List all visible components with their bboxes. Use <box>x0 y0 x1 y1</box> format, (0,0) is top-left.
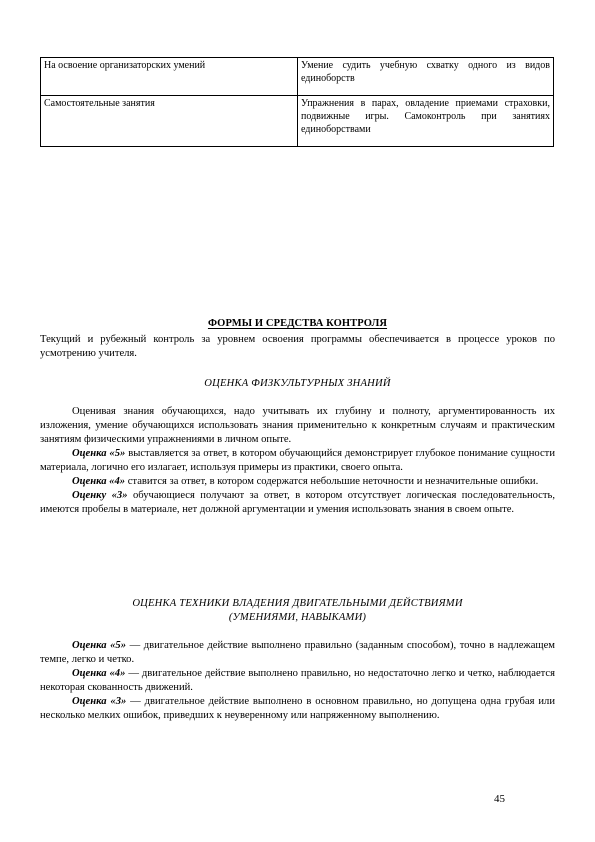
technique-block <box>40 639 555 723</box>
page-number: 45 <box>494 793 505 805</box>
technique-heading-line1: ОЦЕНКА ТЕХНИКИ ВЛАДЕНИЯ ДВИГАТЕЛЬНЫМИ ДЕЙСТВИЯМИ <box>132 598 463 609</box>
grade-label: Оценка «5» <box>72 640 126 651</box>
activities-table <box>40 57 554 147</box>
table-cell-activity: На освоение организаторских умений <box>41 58 298 96</box>
knowledge-heading: ОЦЕНКА ФИЗКУЛЬТУРНЫХ ЗНАНИЙ <box>204 378 391 389</box>
technique-heading <box>0 597 595 625</box>
table-row <box>41 96 554 147</box>
technique-heading-line2: (УМЕНИЯМИ, НАВЫКАМИ) <box>228 612 367 623</box>
grade-label: Оценка «3» <box>72 696 127 707</box>
grade-text: — двигательное действие выполнено в основном правильно, но допущена одна грубая или несколько мелких ошибок, приведших к неуверенному или напряженному выполнению. <box>40 696 555 721</box>
knowledge-block <box>40 405 555 517</box>
grade-text: — двигательное действие выполнено правильно (заданным способом), точно в надлежащем темпе, легко и четко. <box>40 640 555 665</box>
grade-text: ставится за ответ, в котором содержатся небольшие неточности и незначительные ошибки. <box>125 476 539 487</box>
table-cell-content: Упражнения в парах, овладение приемами страховки, подвижные игры. Самоконтроль при занятиях единоборствами <box>298 96 554 147</box>
table-cell-content: Умение судить учебную схватку одного из видов единоборств <box>298 58 554 96</box>
grade-label: Оценка «4» <box>72 668 126 679</box>
knowledge-grade-4 <box>40 475 555 489</box>
grade-text: обучающиеся получают за ответ, в котором отсутствует логическая последовательность, имеются пробелы в материале, нет должной аргументации и умения использовать знания в своем опыте. <box>40 490 555 515</box>
table-cell-activity: Самостоятельные занятия <box>41 96 298 147</box>
section-intro <box>40 333 555 361</box>
table-row <box>41 58 554 96</box>
knowledge-grade-3 <box>40 489 555 517</box>
grade-text: выставляется за ответ, в котором обучающийся демонстрирует глубокое понимание сущности материала, логично его излагает, используя примеры из практики, своего опыта. <box>40 448 555 473</box>
grade-label: Оценка «5» <box>72 448 126 459</box>
knowledge-paragraph: Оценивая знания обучающихся, надо учитывать их глубину и полноту, аргументированность их изложения, умение обучающихся использовать знания применительно к конкретным случаям и практическим занятиям физическими упражнениями в личном опыте. <box>40 406 555 445</box>
intro-paragraph: Текущий и рубежный контроль за уровнем освоения программы обеспечивается в процессе уроков по усмотрению учителя. <box>40 334 555 359</box>
technique-grade-4 <box>40 667 555 695</box>
grade-label: Оценку «3» <box>72 490 128 501</box>
grade-text: — двигательное действие выполнено правильно, но недостаточно легко и четко, наблюдается некоторая скованность движений. <box>40 668 555 693</box>
section-title: ФОРМЫ И СРЕДСТВА КОНТРОЛЯ <box>207 318 388 329</box>
technique-grade-3 <box>40 695 555 723</box>
knowledge-grade-5 <box>40 447 555 475</box>
grade-label: Оценка «4» <box>72 476 126 487</box>
technique-grade-5 <box>40 639 555 667</box>
